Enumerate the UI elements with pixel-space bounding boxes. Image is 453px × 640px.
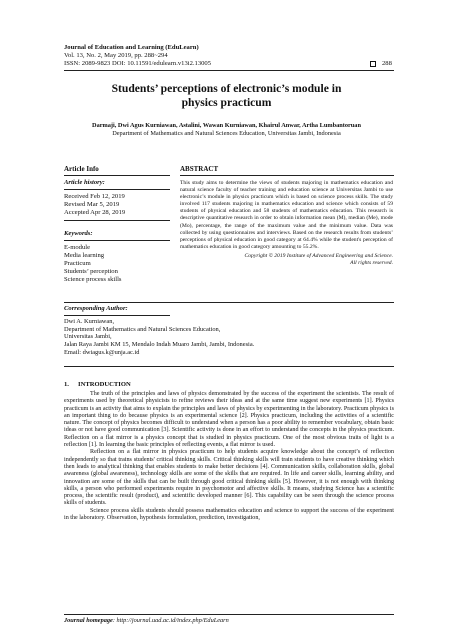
keywords-list <box>64 244 168 284</box>
page-number-text: 288 <box>382 60 392 67</box>
history-heading: Article history: <box>64 179 105 186</box>
journal-name: Journal of Education and Learning (EduLearn) <box>64 44 199 51</box>
history-item: Received Feb 12, 2019 <box>64 193 125 200</box>
history-list <box>64 193 168 217</box>
author-contact-dept: Department of Mathematics and Natural Sciences Education, <box>64 325 221 333</box>
rights-line: All rights reserved. <box>350 260 393 267</box>
corresponding-author <box>64 305 394 357</box>
paragraph: Reflection on a flat mirror in physics practicum to help students acquire knowledge about the concept’s of reflection independently so that trains students' critical thinking skills. Critical thinking skills will train students to have creative thinking which then leads to analytical thinking that enables students to make better decisions [4]. Communication skills, collaboration skills, global awareness (global awareness), technology skills are some of the skills that are required. In life and career skills, learning ability, and innovation are some of the skills that can be built through good critical thinking skills [5]. However, it is not enough with thinking skills, a person who performed experiments require in psychomotor and affective skills. It means, studying Science has a scientific process, the scientific result (product), and scientific developed manner [6]. This capability can be seen through the science process skills of students. <box>64 449 394 507</box>
keyword: Media learning <box>64 251 105 259</box>
history-item: Revised Mar 5, 2019 <box>64 200 120 208</box>
square-icon <box>370 61 376 67</box>
article-info-heading: Article Info <box>64 165 99 173</box>
journal-volume: Vol. 13, No. 2, May 2019, pp. 288~294 <box>64 51 168 59</box>
article-info <box>64 179 168 217</box>
paper-title: Students’ perceptions of electronic’s module in physics practicum <box>111 82 342 109</box>
page-number <box>370 60 392 67</box>
section-title: INTRODUCTION <box>78 381 131 388</box>
journal-header <box>64 44 211 67</box>
article-info-rule <box>64 175 170 176</box>
section-number: 1. <box>64 381 69 388</box>
corresponding-details <box>64 318 394 357</box>
abstract-heading: ABSTRACT <box>180 165 219 173</box>
paragraph: Science process skills students should possess mathematics education and science to support the success of the experiment in the laboratory. Observation, hypothesis formulation, prediction, investigation, <box>64 507 394 522</box>
keyword: Science process skills <box>64 275 122 283</box>
copyright-line: Copyright © 2019 Institute of Advanced Engineering and Science. <box>244 252 393 259</box>
footer <box>64 617 229 624</box>
header-rule <box>64 70 394 71</box>
paragraph: The truth of the principles and laws of physics demonstrated by the success of the experiment the scientists. The result of experiments used by theoretical physicists to refine reviews their ideas and at the same time suggest new experiments [1]. Physics practicum is an activity that aims to explain the principles and laws of physics by experimenting in the laboratory. Practicum physics is an important thing to do because physics is an experimental science [2]. Physics practicum, including the activities of a scientific nature. The concept of physics becomes difficult to understand when a person has a poor ability to remember vocabulary, obtain basic ideas or not have good communication [3]. Scientific activity is done in an effort to understand the concepts in the physics practicum. Reflection on a flat mirror is a physics concept that is studied in physics practicum. One of the most obvious traits of light is a reflection [1]. In learning the basic principles of reflecting events, a flat mirror is used. <box>64 391 394 449</box>
author-contact-univ: Universitas Jambi, <box>64 333 112 341</box>
abstract-rule <box>180 175 394 176</box>
introduction-heading <box>64 381 131 388</box>
introduction-body <box>64 391 394 522</box>
corresponding-heading: Corresponding Author: <box>64 305 128 312</box>
author-contact-name: Dwi A. Kurniawan, <box>64 318 115 325</box>
author-block <box>60 122 393 138</box>
author-contact-email: Email: dwiagus.k@unja.ac.id <box>64 348 140 356</box>
corresponding-bottom-rule <box>64 366 394 367</box>
keywords-block <box>64 230 168 284</box>
abstract-body <box>180 180 393 267</box>
info-bottom-rule <box>64 302 394 303</box>
footer-label: Journal homepage <box>64 617 113 624</box>
journal-homepage-link[interactable]: : http://journal.uad.ac.id/index.php/EduLearn <box>112 617 229 624</box>
history-bottom-rule <box>64 220 170 221</box>
keyword: Practicum <box>64 259 91 267</box>
keyword: E-module <box>64 244 91 251</box>
keyword: Students’ perception <box>64 267 118 275</box>
author-contact-address: Jalan Raya Jambi KM 15, Mendalo Indah Muaro Jambi, Jambi, Indonesia. <box>64 341 255 349</box>
footer-rule <box>64 614 394 615</box>
history-item: Accepted Apr 28, 2019 <box>64 208 126 216</box>
journal-issn: ISSN: 2089-9823 DOI: 10.11591/edulearn.v13i2.13005 <box>64 59 212 67</box>
author-affiliation: Department of Mathematics and Natural Sciences Education, Universitas Jambi, Indonesia <box>112 129 341 137</box>
keywords-heading: Keywords: <box>64 230 93 237</box>
author-names: Darmaji, Dwi Agus Kurniawan, Astalini, Wawan Kurniawan, Khairul Anwar, Artha Lumbantoruan <box>92 122 361 129</box>
abstract-text: This study aims to determine the views of students majoring in mathematics education and natural science faculty of teacher training and education science at Universitas Jambi to use electronic’s module in physics practicum which is based on science process skills. The study involved 117 students majoring in mathematics education and science which consists of 59 students of physical education and 58 students of mathematics education. This research is descriptive quantitative research in order to obtain information mean (M), median (Me), mode (Mo), percentage, the range of the maximum value and the minimum value. Data was collected by using questionnaires and interviews. Based on the research results from students’ perceptions of physical education in good category at 64.4% while the student's perception of mathematics education in good category amounting to 55.2%. <box>180 180 393 250</box>
